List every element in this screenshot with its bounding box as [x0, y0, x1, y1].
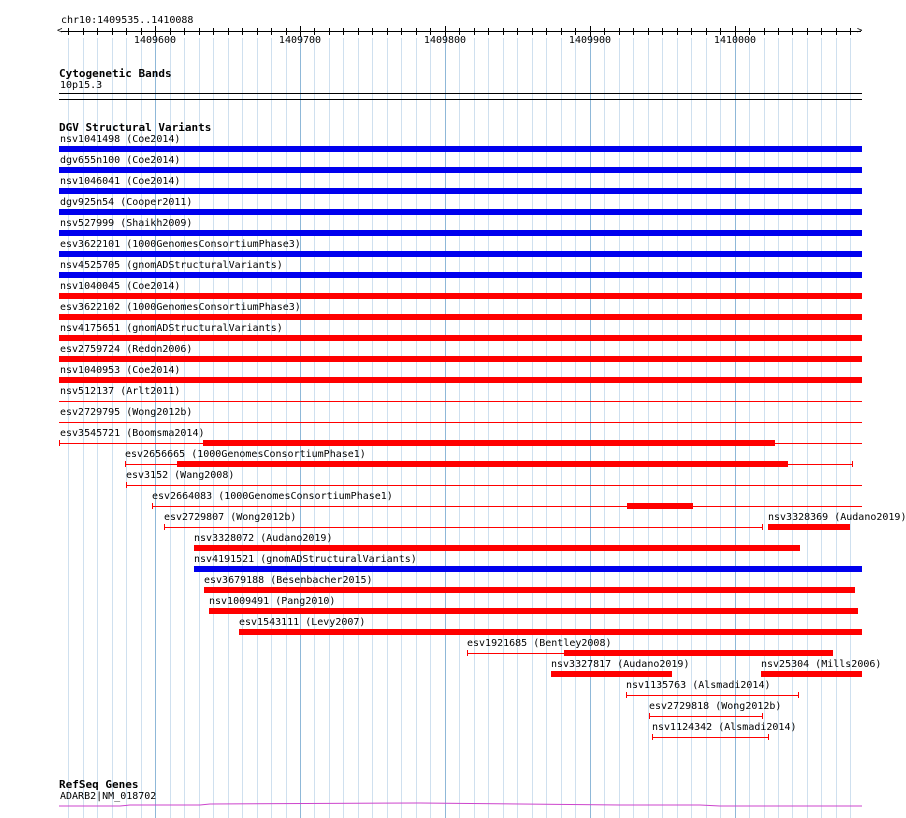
- dgv-variant-bar[interactable]: [59, 335, 862, 341]
- ruler-minor-tick: [720, 28, 721, 35]
- ruler-minor-tick: [170, 28, 171, 35]
- refseq-gene-model[interactable]: [0, 796, 890, 816]
- dgv-variant-label-dgv655n100[interactable]: dgv655n100 (Coe2014): [60, 155, 181, 166]
- dgv-variant-label-nsv1041498[interactable]: nsv1041498 (Coe2014): [60, 134, 181, 145]
- cytobands-track-title: Cytogenetic Bands: [59, 67, 172, 80]
- dgv-variant-label-nsv3328072[interactable]: nsv3328072 (Audano2019): [194, 533, 333, 544]
- dgv-variant-bar[interactable]: [239, 629, 862, 635]
- ruler-minor-tick: [68, 28, 69, 35]
- dgv-variant-label-nsv4191521[interactable]: nsv4191521 (gnomADStructuralVariants): [194, 554, 417, 565]
- dgv-variant-bar[interactable]: [59, 272, 862, 278]
- dgv-variant-end-tick: [164, 524, 165, 530]
- dgv-variant-end-tick: [649, 713, 650, 719]
- ruler-minor-tick: [821, 28, 822, 35]
- refseq-gene-label[interactable]: ADARB2|NM_018702: [60, 791, 157, 802]
- dgv-variant-label-esv3152[interactable]: esv3152 (Wang2008): [126, 470, 235, 481]
- ruler-minor-tick: [112, 28, 113, 35]
- dgv-variant-bar[interactable]: [59, 230, 862, 236]
- ruler-minor-tick: [199, 28, 200, 35]
- ruler-minor-tick: [184, 28, 185, 35]
- ruler-minor-tick: [633, 28, 634, 35]
- dgv-variant-label-esv2664083[interactable]: esv2664083 (1000GenomesConsortiumPhase1): [152, 491, 393, 502]
- ruler-minor-tick: [343, 28, 344, 35]
- dgv-variant-core-bar[interactable]: [177, 461, 788, 467]
- dgv-variant-label-esv1921685[interactable]: esv1921685 (Bentley2008): [467, 638, 612, 649]
- ruler-minor-tick: [575, 28, 576, 35]
- ruler-minor-tick: [228, 28, 229, 35]
- refseq-gene-line: [59, 803, 862, 806]
- dgv-variant-end-tick: [852, 461, 853, 467]
- dgv-variant-core-bar[interactable]: [203, 440, 775, 446]
- ruler-minor-tick: [807, 28, 808, 35]
- dgv-variant-label-nsv1135763[interactable]: nsv1135763 (Alsmadi2014): [626, 680, 771, 691]
- dgv-variant-label-nsv4175651[interactable]: nsv4175651 (gnomADStructuralVariants): [60, 323, 283, 334]
- dgv-variant-line[interactable]: [652, 737, 768, 738]
- ruler-minor-tick: [141, 28, 142, 35]
- dgv-variant-line[interactable]: [59, 422, 862, 423]
- dgv-variant-end-tick: [467, 650, 468, 656]
- dgv-variant-label-nsv3327817[interactable]: nsv3327817 (Audano2019): [551, 659, 690, 670]
- dgv-variant-line[interactable]: [152, 506, 862, 507]
- ruler-minor-tick: [532, 28, 533, 35]
- ruler-minor-tick: [257, 28, 258, 35]
- dgv-variant-label-esv2759724[interactable]: esv2759724 (Redon2006): [60, 344, 193, 355]
- dgv-variant-label-esv2656665[interactable]: esv2656665 (1000GenomesConsortiumPhase1): [125, 449, 366, 460]
- dgv-variant-bar[interactable]: [59, 146, 862, 152]
- dgv-variant-bar[interactable]: [204, 587, 855, 593]
- dgv-variant-bar[interactable]: [194, 545, 800, 551]
- dgv-variant-line[interactable]: [164, 527, 762, 528]
- ruler-minor-tick: [329, 28, 330, 35]
- dgv-variant-end-tick: [652, 734, 653, 740]
- dgv-variant-bar[interactable]: [209, 608, 858, 614]
- ruler-minor-tick: [778, 28, 779, 35]
- ruler-left-arrow: <: [57, 26, 63, 36]
- ruler-tick-label: 1409800: [423, 35, 467, 46]
- ruler-minor-tick: [474, 28, 475, 35]
- ruler-minor-tick: [619, 28, 620, 35]
- dgv-variant-label-esv3545721[interactable]: esv3545721 (Boomsma2014): [60, 428, 205, 439]
- ruler-tick-label: 1409600: [133, 35, 177, 46]
- dgv-variant-label-nsv1009491[interactable]: nsv1009491 (Pang2010): [209, 596, 336, 607]
- ruler-minor-tick: [677, 28, 678, 35]
- ruler-minor-tick: [546, 28, 547, 35]
- dgv-variant-label-nsv4525705[interactable]: nsv4525705 (gnomADStructuralVariants): [60, 260, 283, 271]
- ruler-tick-label: 1409700: [278, 35, 322, 46]
- ruler-minor-tick: [836, 28, 837, 35]
- dgv-variant-end-tick: [152, 503, 153, 509]
- ruler-minor-tick: [662, 28, 663, 35]
- ruler-minor-tick: [416, 28, 417, 35]
- dgv-variant-end-tick: [626, 692, 627, 698]
- ruler-minor-tick: [286, 28, 287, 35]
- dgv-variant-label-nsv512137[interactable]: nsv512137 (Arlt2011): [60, 386, 181, 397]
- dgv-variant-line[interactable]: [126, 485, 862, 486]
- dgv-variant-end-tick: [126, 482, 127, 488]
- ruler-right-arrow: >: [857, 26, 863, 36]
- ruler-minor-tick: [503, 28, 504, 35]
- dgv-variant-line[interactable]: [626, 695, 798, 696]
- ruler-minor-tick: [358, 28, 359, 35]
- dgv-variant-label-dgv925n54[interactable]: dgv925n54 (Cooper2011): [60, 197, 193, 208]
- dgv-variant-end-tick: [762, 713, 763, 719]
- dgv-variant-end-tick: [832, 650, 833, 656]
- dgv-variant-bar[interactable]: [551, 671, 672, 677]
- ruler-tick-label: 1409900: [568, 35, 612, 46]
- ruler-minor-tick: [126, 28, 127, 35]
- ruler-minor-tick: [97, 28, 98, 35]
- dgv-variant-label-esv2729795[interactable]: esv2729795 (Wong2012b): [60, 407, 193, 418]
- dgv-variant-label-nsv1040953[interactable]: nsv1040953 (Coe2014): [60, 365, 181, 376]
- dgv-variant-bar[interactable]: [761, 671, 862, 677]
- dgv-variant-label-esv3622101[interactable]: esv3622101 (1000GenomesConsortiumPhase3): [60, 239, 301, 250]
- ruler-minor-tick: [83, 28, 84, 35]
- ruler-tick-label: 1410000: [713, 35, 757, 46]
- dgv-variant-core-bar[interactable]: [564, 650, 832, 656]
- ruler-minor-tick: [604, 28, 605, 35]
- ruler-minor-tick: [372, 28, 373, 35]
- cytoband-bar-bottom: [59, 99, 862, 100]
- ruler-minor-tick: [706, 28, 707, 35]
- dgv-variant-bar[interactable]: [768, 524, 850, 530]
- cytoband-bar-top: [59, 93, 862, 94]
- ruler-minor-tick: [764, 28, 765, 35]
- refseq-track-title: RefSeq Genes: [59, 778, 139, 791]
- dgv-variant-core-bar[interactable]: [627, 503, 693, 509]
- ruler-minor-tick: [691, 28, 692, 35]
- dgv-variant-label-esv2729818[interactable]: esv2729818 (Wong2012b): [649, 701, 782, 712]
- ruler-minor-tick: [561, 28, 562, 35]
- ruler-minor-tick: [213, 28, 214, 35]
- ruler-minor-tick: [271, 28, 272, 35]
- dgv-variant-line[interactable]: [649, 716, 762, 717]
- ruler-minor-tick: [387, 28, 388, 35]
- dgv-variant-label-esv1543111[interactable]: esv1543111 (Levy2007): [239, 617, 366, 628]
- dgv-variant-label-esv3622102[interactable]: esv3622102 (1000GenomesConsortiumPhase3): [60, 302, 301, 313]
- dgv-variant-bar[interactable]: [59, 314, 862, 320]
- dgv-variant-end-tick: [768, 734, 769, 740]
- dgv-variant-end-tick: [59, 440, 60, 446]
- ruler-minor-tick: [850, 28, 851, 35]
- dgv-variant-bar[interactable]: [59, 356, 862, 362]
- ruler-minor-tick: [459, 28, 460, 35]
- dgv-variant-bar[interactable]: [59, 188, 862, 194]
- ruler-minor-tick: [242, 28, 243, 35]
- dgv-variant-label-nsv3328369[interactable]: nsv3328369 (Audano2019): [768, 512, 906, 523]
- locus-coordinates: chr10:1409535..1410088: [61, 15, 194, 26]
- dgv-variant-label-nsv25304[interactable]: nsv25304 (Mills2006): [761, 659, 882, 670]
- dgv-variant-line[interactable]: [59, 401, 862, 402]
- dgv-variant-end-tick: [125, 461, 126, 467]
- dgv-variant-label-nsv527999[interactable]: nsv527999 (Shaikh2009): [60, 218, 193, 229]
- dgv-variant-bar[interactable]: [194, 566, 862, 572]
- ruler-minor-tick: [314, 28, 315, 35]
- cytoband-label: 10p15.3: [60, 80, 103, 91]
- dgv-variant-bar[interactable]: [59, 377, 862, 383]
- dgv-variant-bar[interactable]: [59, 251, 862, 257]
- dgv-variant-end-tick: [762, 524, 763, 530]
- dgv-variant-label-esv3679188[interactable]: esv3679188 (Besenbacher2015): [204, 575, 373, 586]
- dgv-variant-end-tick: [798, 692, 799, 698]
- ruler-minor-tick: [749, 28, 750, 35]
- dgv-track-title: DGV Structural Variants: [59, 121, 212, 134]
- ruler-minor-tick: [401, 28, 402, 35]
- ruler-minor-tick: [792, 28, 793, 35]
- dgv-variant-label-esv2729807[interactable]: esv2729807 (Wong2012b): [164, 512, 297, 523]
- dgv-variant-label-nsv1046041[interactable]: nsv1046041 (Coe2014): [60, 176, 181, 187]
- ruler-axis: [61, 31, 861, 32]
- dgv-variant-bar[interactable]: [59, 209, 862, 215]
- dgv-variant-bar[interactable]: [59, 293, 862, 299]
- dgv-variant-label-nsv1040045[interactable]: nsv1040045 (Coe2014): [60, 281, 181, 292]
- ruler-minor-tick: [517, 28, 518, 35]
- dgv-variant-bar[interactable]: [59, 167, 862, 173]
- ruler-minor-tick: [648, 28, 649, 35]
- ruler-minor-tick: [488, 28, 489, 35]
- ruler-minor-tick: [430, 28, 431, 35]
- dgv-variant-label-nsv1124342[interactable]: nsv1124342 (Alsmadi2014): [652, 722, 797, 733]
